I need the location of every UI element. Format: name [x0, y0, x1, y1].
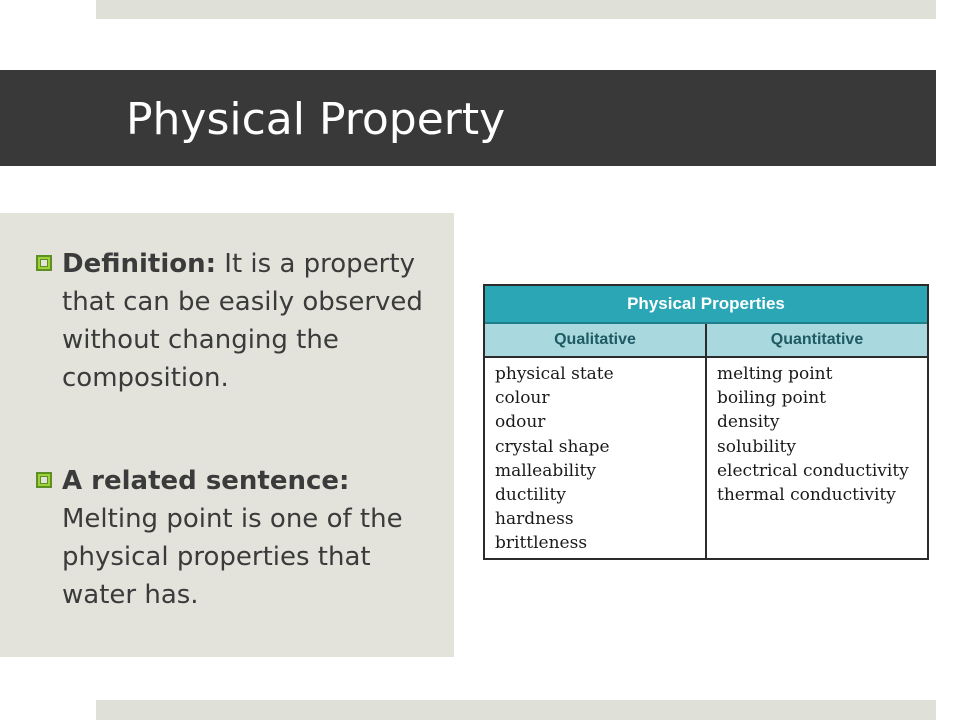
- list-item: density: [717, 412, 780, 433]
- list-item: hardness: [495, 509, 574, 530]
- column-header-quantitative: Quantitative: [770, 331, 864, 348]
- slide-title: Physical Property: [126, 94, 506, 145]
- top-decoration-bar: [96, 0, 936, 19]
- bullet-definition: [36, 245, 426, 397]
- quantitative-list: [707, 358, 927, 560]
- list-item: boiling point: [717, 388, 826, 409]
- square-bullet-icon: [36, 255, 56, 271]
- column-header-qualitative: Qualitative: [485, 324, 707, 356]
- bullet-label: A related sentence:: [62, 466, 350, 496]
- bottom-decoration-bar: [96, 700, 936, 720]
- bullet-content: It is a property that can be easily observed without changing the composition.: [62, 249, 423, 393]
- bullet-label: Definition:: [62, 249, 217, 279]
- list-item: malleability: [495, 460, 596, 481]
- square-bullet-icon: [36, 472, 56, 488]
- bullet-content: Melting point is one of the physical properties that water has.: [62, 504, 403, 610]
- bullet-related-sentence: [36, 462, 426, 614]
- list-item: odour: [495, 412, 546, 433]
- list-item: thermal conductivity: [717, 485, 896, 506]
- list-item: solubility: [717, 436, 796, 457]
- table-title: Physical Properties: [485, 286, 927, 324]
- list-item: brittleness: [495, 533, 588, 554]
- list-item: colour: [495, 388, 550, 409]
- bullet-text: [62, 245, 426, 397]
- physical-properties-table: [483, 284, 929, 560]
- table-column-headers: [485, 324, 927, 358]
- list-item: electrical conductivity: [717, 460, 909, 481]
- list-item: physical state: [495, 364, 614, 384]
- list-item: melting point: [717, 364, 833, 384]
- table-body: [485, 358, 927, 560]
- list-item: crystal shape: [495, 436, 610, 457]
- bullet-text: [62, 462, 426, 614]
- qualitative-list: [485, 358, 707, 560]
- list-item: ductility: [495, 485, 566, 506]
